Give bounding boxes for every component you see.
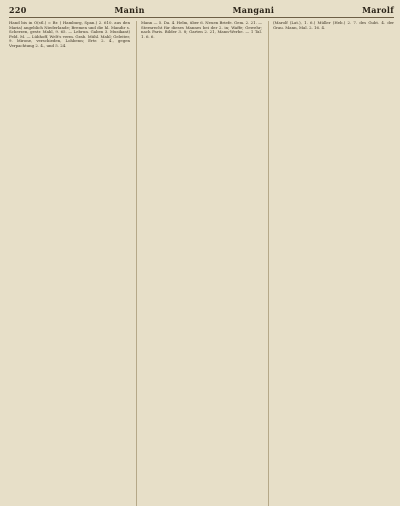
- column-1-paragraph-1: Hand bis in Ö(stl.) = Br. ( Hamburg, Span.) 2. 610. aus den Maria) angeblich Niederlande; Bremen und die hl. Mandir s. Scherzen, gestr. Mahl, 9. 65. — Lebrun. Gaben 3. Musikant) Feld. M. — Lübhoff, Welt's verm. Grab. Mühl. Mahl; Geleiter, 9. Mirone, verschieden, Lohbenn; Ertr. 2. 4., gegen Verpachtung 2. 4., und 5. 24.: [9, 21, 130, 48]
- running-head: [9, 5, 394, 18]
- left-running-title: Manin: [114, 5, 145, 15]
- page-number: 220: [9, 5, 27, 15]
- column-3: [268, 21, 394, 506]
- center-running-title: Mangani: [232, 5, 275, 15]
- column-2: [136, 21, 262, 506]
- right-running-title: Marolf: [362, 5, 394, 15]
- column-2-paragraph-1: Mann — 5. Da. 4. Helm, über 6. Neuen Briefe. Gem. 2. 21. — Sternrecht für dieses Mannes bei der 2. in; Waffe; Gewehr; nach Paris. Bilder 3. 8; Garten 2. 21, Mann-Werbe. — 1 Tal. 1. 6. 6.: [141, 21, 262, 39]
- column-3-paragraph-1: (Marolf (Lat.), 1. 6.) Müller (Heb.) 2. 7. des Gubt. 4. der Grau. Mann, Mal. 2. 16. 4.: [273, 21, 394, 30]
- text-columns: [9, 21, 394, 506]
- column-1: [9, 21, 130, 506]
